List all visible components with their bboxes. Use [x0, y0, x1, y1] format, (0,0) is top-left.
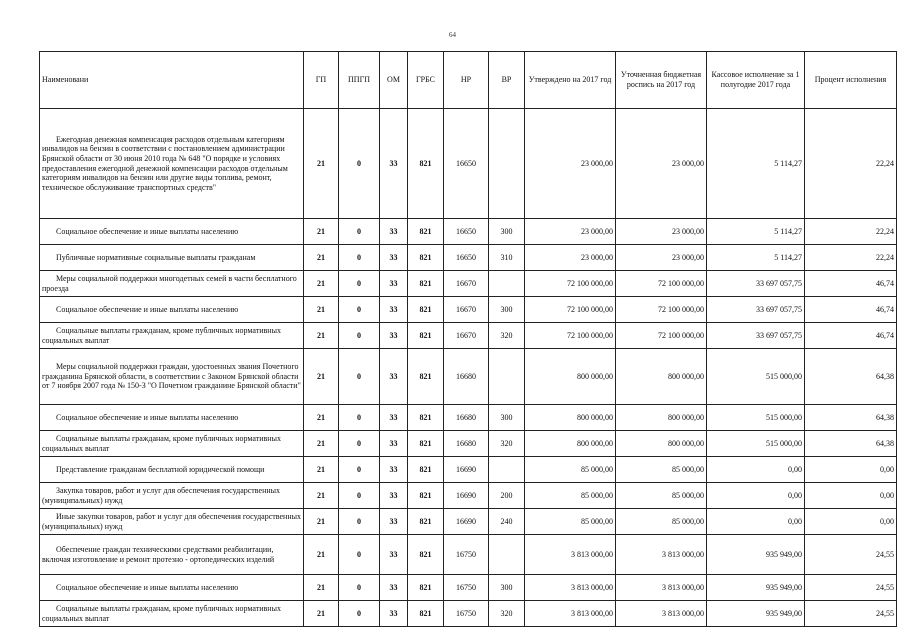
row-refined: 85 000,00	[616, 483, 707, 509]
row-percent: 46,74	[805, 323, 897, 349]
row-name	[40, 109, 304, 219]
row-gp: 21	[304, 431, 339, 457]
row-gp: 21	[304, 245, 339, 271]
row-refined: 72 100 000,00	[616, 271, 707, 297]
header-percent: Процент исполнения	[805, 52, 897, 109]
row-name	[40, 575, 304, 601]
row-np: 16690	[444, 483, 489, 509]
row-ppgp: 0	[339, 457, 380, 483]
row-vr: 310	[489, 245, 525, 271]
row-percent: 22,24	[805, 245, 897, 271]
row-ppgp: 0	[339, 323, 380, 349]
row-name-text: Социальное обеспечение и иные выплаты населению	[56, 304, 239, 314]
row-name-text: Социальное обеспечение и иные выплаты населению	[56, 226, 239, 236]
row-name	[40, 349, 304, 405]
row-name	[40, 535, 304, 575]
row-vr: 200	[489, 483, 525, 509]
row-cash: 5 114,27	[707, 245, 805, 271]
row-np: 16680	[444, 431, 489, 457]
row-cash: 5 114,27	[707, 109, 805, 219]
row-om: 33	[380, 297, 408, 323]
row-name	[40, 297, 304, 323]
row-cash: 33 697 057,75	[707, 297, 805, 323]
row-approved: 800 000,00	[525, 405, 616, 431]
row-om: 33	[380, 483, 408, 509]
row-refined: 23 000,00	[616, 245, 707, 271]
row-om: 33	[380, 219, 408, 245]
row-om: 33	[380, 245, 408, 271]
row-gp: 21	[304, 349, 339, 405]
table-row	[40, 405, 897, 431]
table-row	[40, 601, 897, 627]
row-gp: 21	[304, 483, 339, 509]
row-name	[40, 245, 304, 271]
table-row	[40, 509, 897, 535]
row-name	[40, 219, 304, 245]
row-percent: 0,00	[805, 509, 897, 535]
row-name-text: Обеспечение граждан техническими средствами реабилитации, включая изготовление и ремонт протезно - ортопедических изделий	[42, 544, 275, 564]
table-row	[40, 323, 897, 349]
row-name-text: Закупка товаров, работ и услуг для обеспечения государственных (муниципальных) нужд	[42, 485, 281, 505]
row-cash: 5 114,27	[707, 219, 805, 245]
row-grbs: 821	[408, 297, 444, 323]
row-vr: 320	[489, 431, 525, 457]
header-om: ОМ	[380, 52, 408, 109]
row-om: 33	[380, 601, 408, 627]
table-row	[40, 431, 897, 457]
row-np: 16670	[444, 297, 489, 323]
row-gp: 21	[304, 109, 339, 219]
row-vr: 320	[489, 601, 525, 627]
row-name	[40, 509, 304, 535]
row-np: 16670	[444, 323, 489, 349]
row-ppgp: 0	[339, 271, 380, 297]
row-name	[40, 323, 304, 349]
row-refined: 3 813 000,00	[616, 535, 707, 575]
row-ppgp: 0	[339, 349, 380, 405]
row-name-text: Социальные выплаты гражданам, кроме публичных нормативных социальных выплат	[42, 433, 281, 453]
row-gp: 21	[304, 509, 339, 535]
row-om: 33	[380, 431, 408, 457]
header-ppgp: ППГП	[339, 52, 380, 109]
row-name-text: Иные закупки товаров, работ и услуг для обеспечения государственных (муниципальных) нужд	[42, 511, 301, 531]
row-cash: 0,00	[707, 483, 805, 509]
row-refined: 23 000,00	[616, 219, 707, 245]
row-name-text: Социальные выплаты гражданам, кроме публичных нормативных социальных выплат	[42, 603, 281, 623]
row-name	[40, 483, 304, 509]
row-refined: 3 813 000,00	[616, 601, 707, 627]
row-approved: 72 100 000,00	[525, 297, 616, 323]
row-om: 33	[380, 575, 408, 601]
row-percent: 64,38	[805, 349, 897, 405]
row-grbs: 821	[408, 431, 444, 457]
page-number: 64	[449, 31, 456, 39]
row-approved: 23 000,00	[525, 219, 616, 245]
row-name-text: Меры социальной поддержки многодетных семей в части бесплатного проезда	[42, 273, 297, 293]
row-ppgp: 0	[339, 509, 380, 535]
header-np: НР	[444, 52, 489, 109]
row-cash: 0,00	[707, 457, 805, 483]
row-np: 16680	[444, 349, 489, 405]
row-percent: 24,55	[805, 601, 897, 627]
row-np: 16680	[444, 405, 489, 431]
row-approved: 72 100 000,00	[525, 323, 616, 349]
row-refined: 72 100 000,00	[616, 323, 707, 349]
row-refined: 85 000,00	[616, 509, 707, 535]
table-row	[40, 271, 897, 297]
row-name-text: Публичные нормативные социальные выплаты гражданам	[56, 252, 256, 262]
row-name-text: Ежегодная денежная компенсация расходов отдельным категориям инвалидов на бензин в соответствии с постановлением администрации Брянской области от 30 июня 2010 года № 648 "О порядке и условиях предоставления ежегодной денежной компенсации расходов отдельным категориям инвалидов на бензин или другие виды топлива, ремонт, техническое обслуживание транспортных средств"	[42, 134, 288, 192]
row-vr	[489, 349, 525, 405]
header-grbs: ГРБС	[408, 52, 444, 109]
row-ppgp: 0	[339, 535, 380, 575]
row-percent: 24,55	[805, 575, 897, 601]
row-grbs: 821	[408, 601, 444, 627]
row-np: 16650	[444, 109, 489, 219]
table-row	[40, 297, 897, 323]
row-approved: 72 100 000,00	[525, 271, 616, 297]
row-gp: 21	[304, 405, 339, 431]
row-np: 16690	[444, 509, 489, 535]
row-vr: 240	[489, 509, 525, 535]
row-cash: 33 697 057,75	[707, 271, 805, 297]
row-grbs: 821	[408, 219, 444, 245]
header-gp: ГП	[304, 52, 339, 109]
row-grbs: 821	[408, 535, 444, 575]
row-percent: 22,24	[805, 109, 897, 219]
row-grbs: 821	[408, 509, 444, 535]
row-cash: 33 697 057,75	[707, 323, 805, 349]
row-vr	[489, 457, 525, 483]
row-name-text: Социальные выплаты гражданам, кроме публичных нормативных социальных выплат	[42, 325, 281, 345]
row-np: 16750	[444, 535, 489, 575]
row-ppgp: 0	[339, 483, 380, 509]
row-cash: 935 949,00	[707, 535, 805, 575]
row-name	[40, 271, 304, 297]
row-name-text: Социальное обеспечение и иные выплаты населению	[56, 412, 239, 422]
row-cash: 935 949,00	[707, 601, 805, 627]
budget-execution-table	[39, 51, 897, 627]
header-vr: ВР	[489, 52, 525, 109]
row-np: 16750	[444, 575, 489, 601]
row-name	[40, 405, 304, 431]
row-grbs: 821	[408, 271, 444, 297]
row-np: 16750	[444, 601, 489, 627]
row-vr: 300	[489, 297, 525, 323]
row-grbs: 821	[408, 575, 444, 601]
row-percent: 46,74	[805, 297, 897, 323]
table-row	[40, 535, 897, 575]
row-np: 16650	[444, 245, 489, 271]
row-vr: 300	[489, 575, 525, 601]
row-cash: 935 949,00	[707, 575, 805, 601]
row-name	[40, 601, 304, 627]
row-ppgp: 0	[339, 109, 380, 219]
row-approved: 800 000,00	[525, 349, 616, 405]
row-name	[40, 457, 304, 483]
row-approved: 85 000,00	[525, 483, 616, 509]
row-percent: 0,00	[805, 483, 897, 509]
row-vr	[489, 109, 525, 219]
row-ppgp: 0	[339, 431, 380, 457]
row-gp: 21	[304, 457, 339, 483]
row-refined: 800 000,00	[616, 349, 707, 405]
row-grbs: 821	[408, 405, 444, 431]
row-ppgp: 0	[339, 575, 380, 601]
row-np: 16650	[444, 219, 489, 245]
table-row	[40, 457, 897, 483]
table-row	[40, 109, 897, 219]
row-om: 33	[380, 405, 408, 431]
row-om: 33	[380, 323, 408, 349]
row-refined: 3 813 000,00	[616, 575, 707, 601]
row-vr: 320	[489, 323, 525, 349]
row-cash: 515 000,00	[707, 431, 805, 457]
row-gp: 21	[304, 271, 339, 297]
row-ppgp: 0	[339, 601, 380, 627]
header-cash: Кассовое исполнение за 1 полугодие 2017 года	[707, 52, 805, 109]
row-grbs: 821	[408, 483, 444, 509]
row-ppgp: 0	[339, 245, 380, 271]
row-grbs: 821	[408, 245, 444, 271]
row-name-text: Социальное обеспечение и иные выплаты населению	[56, 582, 239, 592]
row-gp: 21	[304, 575, 339, 601]
table-header-row	[40, 52, 897, 109]
header-name: Наименовани	[40, 52, 304, 109]
row-np: 16670	[444, 271, 489, 297]
row-name-text: Представление гражданам бесплатной юридической помощи	[56, 464, 265, 474]
row-refined: 800 000,00	[616, 405, 707, 431]
row-vr	[489, 271, 525, 297]
row-ppgp: 0	[339, 297, 380, 323]
row-gp: 21	[304, 535, 339, 575]
row-percent: 64,38	[805, 405, 897, 431]
table-row	[40, 245, 897, 271]
row-percent: 24,55	[805, 535, 897, 575]
row-refined: 85 000,00	[616, 457, 707, 483]
row-gp: 21	[304, 601, 339, 627]
row-gp: 21	[304, 323, 339, 349]
row-om: 33	[380, 457, 408, 483]
row-percent: 46,74	[805, 271, 897, 297]
row-cash: 0,00	[707, 509, 805, 535]
row-approved: 3 813 000,00	[525, 535, 616, 575]
row-approved: 3 813 000,00	[525, 601, 616, 627]
table-row	[40, 575, 897, 601]
row-cash: 515 000,00	[707, 349, 805, 405]
row-refined: 800 000,00	[616, 431, 707, 457]
row-grbs: 821	[408, 457, 444, 483]
row-percent: 64,38	[805, 431, 897, 457]
header-refined: Уточненная бюджетная роспись на 2017 год	[616, 52, 707, 109]
row-refined: 72 100 000,00	[616, 297, 707, 323]
row-approved: 85 000,00	[525, 457, 616, 483]
row-approved: 85 000,00	[525, 509, 616, 535]
row-approved: 23 000,00	[525, 109, 616, 219]
row-grbs: 821	[408, 323, 444, 349]
row-vr	[489, 535, 525, 575]
header-approved: Утверждено на 2017 год	[525, 52, 616, 109]
row-cash: 515 000,00	[707, 405, 805, 431]
row-om: 33	[380, 509, 408, 535]
row-approved: 23 000,00	[525, 245, 616, 271]
row-ppgp: 0	[339, 405, 380, 431]
row-name-text: Меры социальной поддержки граждан, удостоенных звания Почетного гражданина Брянской области, в соответствии с Законом Брянской области от 7 ноября 2007 года № 150-З "О Почетном гражданине Брянской области"	[42, 362, 301, 391]
row-percent: 0,00	[805, 457, 897, 483]
row-approved: 800 000,00	[525, 431, 616, 457]
row-vr: 300	[489, 405, 525, 431]
row-gp: 21	[304, 219, 339, 245]
row-grbs: 821	[408, 349, 444, 405]
table-row	[40, 349, 897, 405]
row-refined: 23 000,00	[616, 109, 707, 219]
row-vr: 300	[489, 219, 525, 245]
row-om: 33	[380, 109, 408, 219]
row-np: 16690	[444, 457, 489, 483]
row-ppgp: 0	[339, 219, 380, 245]
row-om: 33	[380, 271, 408, 297]
row-om: 33	[380, 349, 408, 405]
row-percent: 22,24	[805, 219, 897, 245]
row-approved: 3 813 000,00	[525, 575, 616, 601]
table-row	[40, 219, 897, 245]
row-name	[40, 431, 304, 457]
row-gp: 21	[304, 297, 339, 323]
row-grbs: 821	[408, 109, 444, 219]
row-om: 33	[380, 535, 408, 575]
table-row	[40, 483, 897, 509]
